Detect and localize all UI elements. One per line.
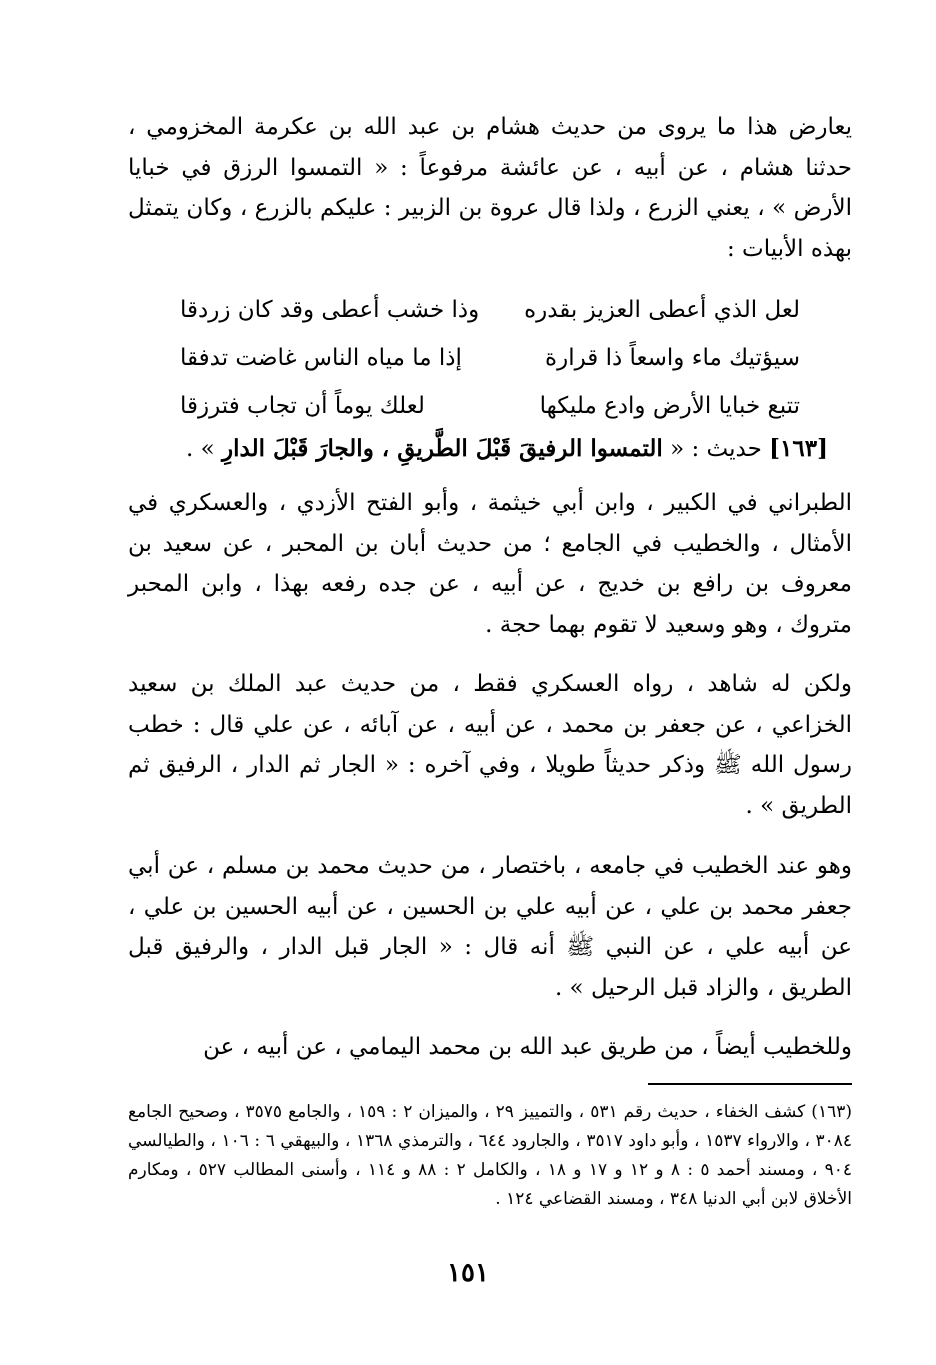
footnote: (١٦٣) كشف الخفاء ، حديث رقم ٥٣١ ، والتمييز ٢٩ ، والميزان ٢ : ١٥٩ ، والجامع ٣٥٧٥ ، وصحيح الجامع ٣٠٨٤ ، والارواء ١٥٣٧ ، وأبو داود ٣٥١٧ ، والجارود ٦٤٤ ، والترمذي ١٣٦٨ ، والبيهقي ٦ : ١٠٦ ، والطيالسي ٩٠٤ ، ومسند أحمد ٥ : ٨ و ١٢ و ١٧ و ١٨ ، والكامل ٢ : ٨٨ و ١١٤ ، وأسنى المطالب ٥٢٧ ، ومكارم الأخلاق لابن أبي الدنيا ٣٤٨ ، ومسند القضاعي ١٢٤ .	[128, 1102, 853, 1209]
verse-second-hemistich: لعلك يوماً أن تجاب فترزقا	[180, 393, 425, 419]
footnote-divider	[648, 1083, 852, 1085]
poem-verses	[180, 286, 800, 430]
verse-first-hemistich: لعل الذي أعطى العزيز بقدره	[524, 297, 800, 323]
paragraph-continuation: وللخطيب أيضاً ، من طريق عبد الله بن محمد اليمامي ، عن أبيه ، عن	[203, 1034, 852, 1060]
paragraph-sources: الطبراني في الكبير ، وابن أبي خيثمة ، وأبو الفتح الأزدي ، والعسكري في الأمثال ، والخطيب في الجامع ؛ من حديث أبان بن المحبر ، عن سعيد بن معروف بن رافع بن خديج ، عن أبيه ، عن جده رفعه بهذا ، وابن المحبر متروك ، وهو وسعيد لا تقوم بهما حجة .	[128, 490, 852, 638]
hadith-label: حديث : «	[670, 436, 762, 462]
verse-line	[180, 382, 800, 430]
paragraph-khatib: وهو عند الخطيب في جامعه ، باختصار ، من حديث محمد بن مسلم ، عن أبي جعفر محمد بن علي ، عن أبيه علي بن الحسين ، عن أبيه الحسين بن علي ، عن أبيه علي ، عن النبي ﷺ أنه قال : « الجار قبل الدار ، والرفيق قبل الطريق ، والزاد قبل الرحيل » .	[128, 853, 852, 1001]
hadith-close: » .	[185, 436, 215, 462]
paragraph-intro: يعارض هذا ما يروى من حديث هشام بن عبد الله بن عكرمة المخزومي ، حدثنا هشام ، عن أبيه ، عن عائشة مرفوعاً : « التمسوا الرزق في خبايا الأرض » ، يعني الزرع ، ولذا قال عروة بن الزبير : عليكم بالزرع ، وكان يتمثل بهذه الأبيات :	[128, 114, 852, 262]
verse-second-hemistich: إذا ما مياه الناس غاضت تدفقا	[180, 345, 462, 371]
verse-line	[180, 334, 800, 382]
hadith-heading	[128, 429, 828, 469]
verse-second-hemistich: وذا خشب أعطى وقد كان زردقا	[180, 297, 480, 323]
paragraph-witness: ولكن له شاهد ، رواه العسكري فقط ، من حديث عبد الملك بن سعيد الخزاعي ، عن جعفر بن محمد ، عن أبيه ، عن آبائه ، عن علي قال : خطب رسول الله ﷺ وذكر حديثاً طويلا ، وفي آخره : « الجار ثم الدار ، الرفيق ثم الطريق » .	[128, 671, 852, 819]
hadith-number: [١٦٣]	[769, 435, 828, 462]
verse-first-hemistich: سيؤتيك ماء واسعاً ذا قرارة	[545, 345, 800, 371]
hadith-text: التمسوا الرفيقَ قَبْلَ الطَّريقِ ، والجارَ قَبْلَ الدارِ	[222, 435, 663, 462]
page-number: ١٥١	[447, 1258, 489, 1288]
verse-line	[180, 286, 800, 334]
verse-first-hemistich: تتبع خبايا الأرض وادع مليكها	[539, 393, 800, 419]
